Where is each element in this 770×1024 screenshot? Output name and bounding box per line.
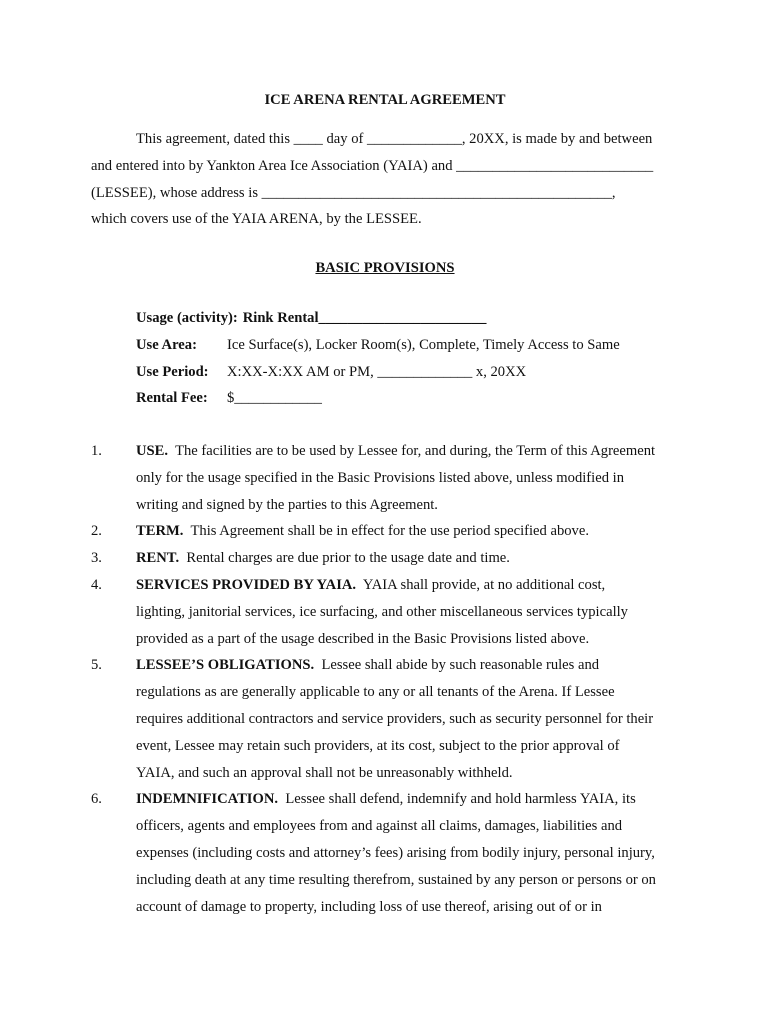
section-obligations: [91, 652, 691, 786]
intro-line: (LESSEE), whose address is ________________________________________________,: [91, 184, 616, 201]
provision-use-area: [136, 332, 696, 359]
intro-line: and entered into by Yankton Area Ice Association (YAIA) and ___________________________: [91, 157, 654, 174]
intro-paragraph: [91, 126, 691, 233]
numbered-sections: [91, 438, 691, 920]
provision-label: Use Period:: [136, 363, 209, 380]
section-text: requires additional contractors and service providers, such as security personnel for their: [136, 710, 654, 727]
section-heading: USE.: [136, 443, 169, 459]
provision-label: Rental Fee:: [136, 390, 208, 407]
section-text: regulations as are generally applicable to any or all tenants of the Arena. If Lessee: [136, 684, 615, 701]
provision-rental-fee: [136, 385, 696, 412]
section-rent: [91, 545, 691, 572]
section-text: provided as a part of the usage described in the Basic Provisions listed above.: [136, 630, 590, 647]
basic-provisions-heading: BASIC PROVISIONS: [315, 260, 455, 276]
section-text: Lessee shall abide by such reasonable rules and: [321, 657, 600, 674]
basic-provisions-list: [136, 305, 696, 412]
section-term: [91, 518, 691, 545]
section-number: 1.: [91, 443, 102, 459]
provision-use-period: [136, 359, 696, 386]
section-text: YAIA, and such an approval shall not be unreasonably withheld.: [136, 764, 513, 781]
section-heading: INDEMNIFICATION.: [136, 791, 279, 808]
section-text: Lessee shall defend, indemnify and hold harmless YAIA, its: [285, 791, 636, 808]
section-number: 3.: [91, 550, 102, 567]
provision-value: Rink Rental_______________________: [242, 310, 487, 326]
section-text: account of damage to property, including loss of use thereof, arising out of or in: [136, 898, 602, 915]
provision-value: Ice Surface(s), Locker Room(s), Complete, Timely Access to Same: [227, 336, 620, 353]
provision-label: Usage (activity):: [136, 310, 238, 326]
section-text: The facilities are to be used by Lessee for, and during, the Term of this Agreement: [175, 443, 656, 459]
section-text: Rental charges are due prior to the usage date and time.: [186, 550, 510, 567]
section-heading: SERVICES PROVIDED BY YAIA.: [136, 576, 357, 593]
section-text: event, Lessee may retain such providers, at its cost, subject to the prior approval of: [136, 737, 620, 754]
section-number: 2.: [91, 523, 102, 540]
section-text: writing and signed by the parties to this Agreement.: [136, 496, 438, 513]
section-text: lighting, janitorial services, ice surfacing, and other miscellaneous services typically: [136, 603, 628, 620]
provision-value: X:XX-X:XX AM or PM, _____________ x, 20XX: [227, 363, 527, 380]
intro-line: which covers use of the YAIA ARENA, by the LESSEE.: [91, 211, 422, 228]
section-number: 6.: [91, 791, 102, 808]
section-number: 5.: [91, 657, 102, 674]
section-services: [91, 572, 691, 652]
section-text: only for the usage specified in the Basic Provisions listed above, unless modified in: [136, 469, 624, 486]
provision-label: Use Area:: [136, 336, 197, 353]
section-heading: LESSEE’S OBLIGATIONS.: [136, 657, 315, 674]
section-use: [91, 438, 691, 518]
section-number: 4.: [91, 576, 102, 593]
section-text: including death at any time resulting therefrom, sustained by any person or persons or on: [136, 871, 656, 888]
section-text: expenses (including costs and attorney’s fees) arising from bodily injury, personal injury,: [136, 844, 655, 861]
section-text: YAIA shall provide, at no additional cost,: [362, 576, 606, 593]
provision-usage: [136, 305, 696, 332]
document-title: ICE ARENA RENTAL AGREEMENT: [264, 92, 506, 108]
intro-line: This agreement, dated this ____ day of _____________, 20XX, is made by and between: [136, 131, 653, 147]
section-text: officers, agents and employees from and against all claims, damages, liabilities and: [136, 818, 623, 835]
provision-value: $____________: [227, 390, 322, 407]
section-heading: RENT.: [136, 550, 180, 567]
section-text: This Agreement shall be in effect for the use period specified above.: [190, 523, 589, 540]
section-indemnification: [91, 786, 691, 920]
section-heading: TERM.: [136, 523, 184, 540]
